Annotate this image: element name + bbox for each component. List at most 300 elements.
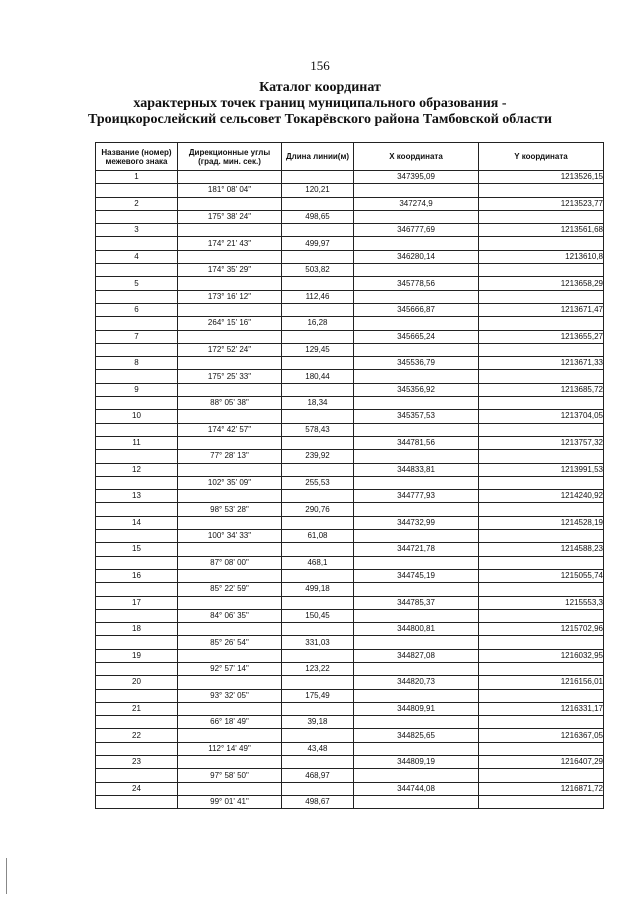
point-y: 1213671,47 [479, 303, 604, 316]
segment-angle: 85° 22' 59" [178, 583, 282, 596]
empty-cell [282, 357, 354, 370]
table-header-row [96, 143, 604, 171]
segment-row [96, 769, 604, 782]
empty-cell [479, 343, 604, 356]
point-x: 345357,53 [354, 410, 479, 423]
point-y: 1213991,53 [479, 463, 604, 476]
point-x: 344833,81 [354, 463, 479, 476]
segment-angle: 97° 58' 50" [178, 769, 282, 782]
empty-cell [354, 397, 479, 410]
empty-cell [96, 450, 178, 463]
empty-cell [282, 702, 354, 715]
header-length: Длина линии(м) [282, 143, 354, 171]
empty-cell [282, 303, 354, 316]
segment-length: 112,46 [282, 290, 354, 303]
segment-angle: 84° 06' 35" [178, 609, 282, 622]
point-name: 21 [96, 702, 178, 715]
segment-length: 129,45 [282, 343, 354, 356]
empty-cell [96, 397, 178, 410]
point-x: 344827,08 [354, 649, 479, 662]
segment-row [96, 609, 604, 622]
empty-cell [96, 503, 178, 516]
empty-cell [96, 583, 178, 596]
empty-cell [479, 237, 604, 250]
point-row [96, 702, 604, 715]
empty-cell [354, 609, 479, 622]
empty-cell [96, 343, 178, 356]
segment-length: 175,49 [282, 689, 354, 702]
point-name: 2 [96, 197, 178, 210]
empty-cell [96, 423, 178, 436]
point-y: 1216156,01 [479, 676, 604, 689]
point-name: 20 [96, 676, 178, 689]
segment-angle: 99° 01' 41" [178, 795, 282, 808]
empty-cell [354, 583, 479, 596]
empty-cell [479, 370, 604, 383]
header-angle: Дирекционные углы (град. мин. сек.) [178, 143, 282, 171]
segment-angle: 102° 35' 09" [178, 476, 282, 489]
point-name: 24 [96, 782, 178, 795]
point-row [96, 729, 604, 742]
empty-cell [178, 357, 282, 370]
segment-row [96, 397, 604, 410]
empty-cell [479, 583, 604, 596]
segment-angle: 174° 21' 43" [178, 237, 282, 250]
point-name: 4 [96, 250, 178, 263]
point-name: 1 [96, 171, 178, 184]
segment-row [96, 476, 604, 489]
empty-cell [282, 649, 354, 662]
empty-cell [354, 184, 479, 197]
empty-cell [178, 782, 282, 795]
segment-length: 499,18 [282, 583, 354, 596]
point-y: 1215702,96 [479, 623, 604, 636]
empty-cell [479, 503, 604, 516]
point-x: 344820,73 [354, 676, 479, 689]
empty-cell [354, 769, 479, 782]
point-row [96, 596, 604, 609]
segment-row [96, 662, 604, 675]
point-name: 14 [96, 516, 178, 529]
segment-row [96, 370, 604, 383]
empty-cell [282, 224, 354, 237]
segment-length: 123,22 [282, 662, 354, 675]
segment-row [96, 237, 604, 250]
point-name: 10 [96, 410, 178, 423]
empty-cell [96, 210, 178, 223]
point-y: 1216331,17 [479, 702, 604, 715]
point-name: 11 [96, 436, 178, 449]
segment-row [96, 556, 604, 569]
point-name: 13 [96, 490, 178, 503]
segment-row [96, 503, 604, 516]
point-name: 15 [96, 543, 178, 556]
point-x: 344781,56 [354, 436, 479, 449]
point-x: 344785,37 [354, 596, 479, 609]
segment-row [96, 716, 604, 729]
segment-row [96, 530, 604, 543]
point-name: 7 [96, 330, 178, 343]
segment-length: 468,97 [282, 769, 354, 782]
empty-cell [354, 317, 479, 330]
point-row [96, 543, 604, 556]
empty-cell [354, 636, 479, 649]
segment-length: 290,76 [282, 503, 354, 516]
point-name: 22 [96, 729, 178, 742]
empty-cell [479, 184, 604, 197]
empty-cell [178, 649, 282, 662]
segment-angle: 181° 08' 04" [178, 184, 282, 197]
empty-cell [96, 742, 178, 755]
point-name: 6 [96, 303, 178, 316]
empty-cell [178, 756, 282, 769]
segment-length: 498,67 [282, 795, 354, 808]
empty-cell [178, 171, 282, 184]
empty-cell [178, 676, 282, 689]
segment-angle: 100° 34' 33" [178, 530, 282, 543]
coordinates-table [95, 142, 604, 809]
empty-cell [178, 197, 282, 210]
empty-cell [354, 237, 479, 250]
empty-cell [479, 290, 604, 303]
point-row [96, 277, 604, 290]
empty-cell [282, 383, 354, 396]
empty-cell [96, 609, 178, 622]
empty-cell [282, 197, 354, 210]
empty-cell [479, 556, 604, 569]
empty-cell [282, 516, 354, 529]
empty-cell [479, 769, 604, 782]
empty-cell [479, 210, 604, 223]
point-row [96, 756, 604, 769]
point-row [96, 649, 604, 662]
point-y: 1213655,27 [479, 330, 604, 343]
segment-length: 255,53 [282, 476, 354, 489]
segment-angle: 174° 35' 29" [178, 264, 282, 277]
segment-row [96, 423, 604, 436]
point-x: 344721,78 [354, 543, 479, 556]
segment-angle: 264° 15' 16" [178, 317, 282, 330]
header-y: Y координата [479, 143, 604, 171]
empty-cell [479, 264, 604, 277]
point-x: 346777,69 [354, 224, 479, 237]
empty-cell [354, 530, 479, 543]
point-row [96, 171, 604, 184]
empty-cell [354, 716, 479, 729]
empty-cell [282, 729, 354, 742]
header-x: X координата [354, 143, 479, 171]
empty-cell [479, 609, 604, 622]
point-row [96, 224, 604, 237]
empty-cell [178, 543, 282, 556]
point-x: 347274,9 [354, 197, 479, 210]
segment-length: 331,03 [282, 636, 354, 649]
segment-angle: 173° 16' 12" [178, 290, 282, 303]
point-y: 1213658,29 [479, 277, 604, 290]
segment-length: 578,43 [282, 423, 354, 436]
empty-cell [178, 463, 282, 476]
empty-cell [354, 476, 479, 489]
empty-cell [479, 689, 604, 702]
empty-cell [479, 636, 604, 649]
empty-cell [96, 716, 178, 729]
empty-cell [282, 596, 354, 609]
segment-angle: 77° 28' 13" [178, 450, 282, 463]
point-row [96, 357, 604, 370]
point-row [96, 197, 604, 210]
segment-row [96, 742, 604, 755]
point-x: 344744,08 [354, 782, 479, 795]
point-y: 1213685,72 [479, 383, 604, 396]
title-line-3: Троицкорослейский сельсовет Токарёвского района Тамбовской области [88, 112, 552, 127]
segment-row [96, 290, 604, 303]
segment-row [96, 264, 604, 277]
empty-cell [354, 210, 479, 223]
point-name: 5 [96, 277, 178, 290]
segment-angle: 85° 26' 54" [178, 636, 282, 649]
point-x: 344777,93 [354, 490, 479, 503]
empty-cell [178, 436, 282, 449]
empty-cell [178, 410, 282, 423]
table-body [96, 171, 604, 809]
empty-cell [96, 689, 178, 702]
segment-length: 16,28 [282, 317, 354, 330]
point-x: 344809,19 [354, 756, 479, 769]
empty-cell [96, 184, 178, 197]
point-row [96, 463, 604, 476]
empty-cell [354, 742, 479, 755]
empty-cell [178, 729, 282, 742]
segment-length: 150,45 [282, 609, 354, 622]
point-x: 346280,14 [354, 250, 479, 263]
empty-cell [96, 556, 178, 569]
segment-row [96, 317, 604, 330]
point-name: 17 [96, 596, 178, 609]
empty-cell [178, 383, 282, 396]
segment-row [96, 450, 604, 463]
point-row [96, 516, 604, 529]
segment-length: 499,97 [282, 237, 354, 250]
empty-cell [282, 330, 354, 343]
empty-cell [96, 317, 178, 330]
empty-cell [479, 450, 604, 463]
empty-cell [282, 171, 354, 184]
empty-cell [178, 569, 282, 582]
point-y: 1215553,3 [479, 596, 604, 609]
empty-cell [354, 264, 479, 277]
segment-length: 498,65 [282, 210, 354, 223]
empty-cell [178, 250, 282, 263]
point-y: 1216407,29 [479, 756, 604, 769]
empty-cell [282, 410, 354, 423]
point-row [96, 303, 604, 316]
empty-cell [354, 556, 479, 569]
segment-row [96, 184, 604, 197]
empty-cell [282, 490, 354, 503]
empty-cell [282, 676, 354, 689]
empty-cell [282, 463, 354, 476]
segment-row [96, 583, 604, 596]
empty-cell [479, 397, 604, 410]
empty-cell [354, 503, 479, 516]
point-name: 3 [96, 224, 178, 237]
point-y: 1214528,19 [479, 516, 604, 529]
segment-angle: 92° 57' 14" [178, 662, 282, 675]
empty-cell [354, 662, 479, 675]
empty-cell [479, 662, 604, 675]
empty-cell [282, 756, 354, 769]
point-x: 344732,99 [354, 516, 479, 529]
empty-cell [178, 596, 282, 609]
empty-cell [96, 530, 178, 543]
segment-row [96, 343, 604, 356]
empty-cell [178, 516, 282, 529]
segment-length: 18,34 [282, 397, 354, 410]
point-y: 1213526,15 [479, 171, 604, 184]
segment-angle: 172° 52' 24" [178, 343, 282, 356]
empty-cell [178, 490, 282, 503]
empty-cell [479, 476, 604, 489]
empty-cell [96, 237, 178, 250]
point-row [96, 383, 604, 396]
segment-length: 180,44 [282, 370, 354, 383]
point-y: 1214240,92 [479, 490, 604, 503]
empty-cell [354, 689, 479, 702]
empty-cell [282, 543, 354, 556]
empty-cell [282, 569, 354, 582]
point-x: 344745,19 [354, 569, 479, 582]
point-y: 1213757,32 [479, 436, 604, 449]
point-y: 1216871,72 [479, 782, 604, 795]
page-number: 156 [310, 58, 330, 73]
point-name: 23 [96, 756, 178, 769]
point-y: 1214588,23 [479, 543, 604, 556]
empty-cell [178, 303, 282, 316]
point-name: 19 [96, 649, 178, 662]
empty-cell [178, 702, 282, 715]
point-y: 1213523,77 [479, 197, 604, 210]
point-x: 347395,09 [354, 171, 479, 184]
empty-cell [354, 795, 479, 808]
point-y: 1213704,05 [479, 410, 604, 423]
title-line-1: Каталог координат [259, 80, 381, 95]
point-y: 1215055,74 [479, 569, 604, 582]
segment-angle: 175° 25' 33" [178, 370, 282, 383]
empty-cell [479, 742, 604, 755]
segment-angle: 93° 32' 05" [178, 689, 282, 702]
empty-cell [96, 476, 178, 489]
point-row [96, 436, 604, 449]
header-name: Название (номер) межевого знака [96, 143, 178, 171]
point-row [96, 782, 604, 795]
scan-margin-mark [6, 858, 7, 894]
segment-length: 468,1 [282, 556, 354, 569]
point-row [96, 330, 604, 343]
point-row [96, 250, 604, 263]
empty-cell [282, 623, 354, 636]
point-row [96, 676, 604, 689]
point-name: 9 [96, 383, 178, 396]
point-y: 1216032,95 [479, 649, 604, 662]
empty-cell [354, 370, 479, 383]
point-name: 18 [96, 623, 178, 636]
segment-row [96, 210, 604, 223]
point-row [96, 410, 604, 423]
point-x: 345665,24 [354, 330, 479, 343]
segment-angle: 66° 18' 49" [178, 716, 282, 729]
segment-angle: 88° 05' 38" [178, 397, 282, 410]
empty-cell [96, 662, 178, 675]
empty-cell [282, 250, 354, 263]
segment-length: 61,08 [282, 530, 354, 543]
empty-cell [178, 224, 282, 237]
empty-cell [178, 277, 282, 290]
empty-cell [479, 795, 604, 808]
segment-angle: 98° 53' 28" [178, 503, 282, 516]
point-name: 16 [96, 569, 178, 582]
segment-length: 43,48 [282, 742, 354, 755]
empty-cell [96, 264, 178, 277]
point-y: 1213561,68 [479, 224, 604, 237]
point-x: 345778,56 [354, 277, 479, 290]
point-x: 345356,92 [354, 383, 479, 396]
empty-cell [354, 343, 479, 356]
point-y: 1216367,05 [479, 729, 604, 742]
empty-cell [479, 423, 604, 436]
segment-angle: 112° 14' 49" [178, 742, 282, 755]
point-row [96, 623, 604, 636]
point-x: 344809,91 [354, 702, 479, 715]
empty-cell [178, 330, 282, 343]
point-name: 12 [96, 463, 178, 476]
empty-cell [479, 530, 604, 543]
segment-length: 120,21 [282, 184, 354, 197]
empty-cell [479, 716, 604, 729]
empty-cell [96, 636, 178, 649]
segment-row [96, 689, 604, 702]
segment-length: 503,82 [282, 264, 354, 277]
point-y: 1213671,33 [479, 357, 604, 370]
empty-cell [354, 290, 479, 303]
title-line-2: характерных точек границ муниципального образования - [133, 96, 507, 111]
segment-angle: 174° 42' 57" [178, 423, 282, 436]
empty-cell [354, 423, 479, 436]
point-name: 8 [96, 357, 178, 370]
point-x: 344800,81 [354, 623, 479, 636]
segment-angle: 175° 38' 24" [178, 210, 282, 223]
segment-row [96, 636, 604, 649]
point-x: 345666,87 [354, 303, 479, 316]
empty-cell [178, 623, 282, 636]
empty-cell [479, 317, 604, 330]
segment-length: 239,92 [282, 450, 354, 463]
segment-length: 39,18 [282, 716, 354, 729]
empty-cell [96, 795, 178, 808]
point-x: 345536,79 [354, 357, 479, 370]
segment-angle: 87° 08' 00" [178, 556, 282, 569]
empty-cell [282, 782, 354, 795]
point-x: 344825,65 [354, 729, 479, 742]
empty-cell [96, 370, 178, 383]
empty-cell [354, 450, 479, 463]
point-y: 1213610,8 [479, 250, 604, 263]
point-row [96, 569, 604, 582]
empty-cell [282, 436, 354, 449]
segment-row [96, 795, 604, 808]
empty-cell [96, 290, 178, 303]
empty-cell [282, 277, 354, 290]
point-row [96, 490, 604, 503]
